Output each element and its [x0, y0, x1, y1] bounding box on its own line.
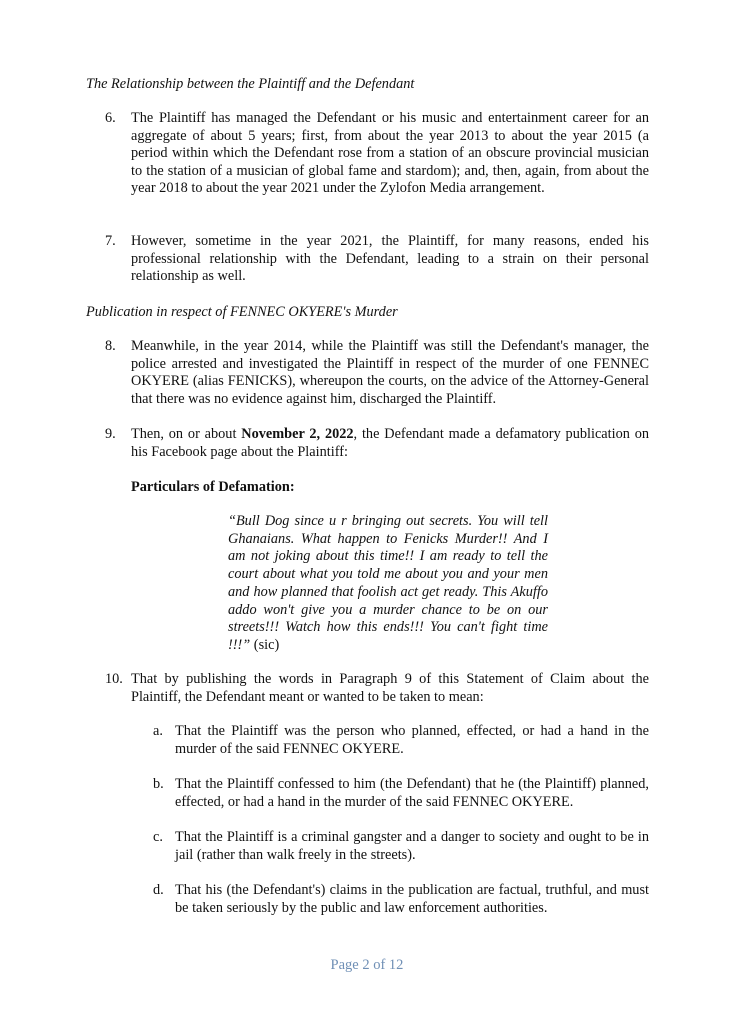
quote-text: “Bull Dog since u r bringing out secrets. You will tell Ghanaians. What happen to Fenicks Murder!! And I am not joking about this time!! I am ready to tell the court about what you told me about you and your men and how planned that foolish act get ready. This Akuffo addo won't give you a murder chance to be on our streets!!! Watch how this ends!!! You can't fight time !!!”: [228, 513, 548, 653]
sub-item-c: [153, 829, 649, 864]
paragraph-text-start: Then, on or about: [131, 426, 242, 442]
paragraph-6: [105, 110, 649, 198]
sub-item-text: That his (the Defendant's) claims in the publication are factual, truthful, and must be taken seriously by the public and law enforcement authorities.: [175, 882, 649, 916]
sub-item-text: That the Plaintiff confessed to him (the Defendant) that he (the Plaintiff) planned, effected, or had a hand in the murder of the said FENNEC OKYERE.: [175, 776, 649, 810]
sub-item-label: a.: [153, 723, 163, 739]
particulars-heading: Particulars of Defamation:: [131, 479, 295, 495]
sub-item-label: b.: [153, 776, 164, 792]
defamatory-quote: [228, 513, 548, 655]
paragraph-text: The Plaintiff has managed the Defendant or his music and entertainment career for an aggregate of about 5 years; first, from about the year 2013 to about the year 2015 (a period within which the Defendant rose from a station of an obscure provincial musician to the station of a musician of global fame and stardom); and, then, again, from about the year 2018 to about the year 2021 under the Zylofon Media arrangement.: [131, 110, 649, 197]
sub-item-d: [153, 882, 649, 917]
paragraph-text: However, sometime in the year 2021, the Plaintiff, for many reasons, ended his professional relationship with the Defendant, leading to a strain on their personal relationship as well.: [131, 233, 649, 285]
paragraph-number: 9.: [105, 426, 116, 442]
sub-item-b: [153, 776, 649, 811]
section-heading-publication: Publication in respect of FENNEC OKYERE's Murder: [86, 304, 398, 320]
sic-marker: (sic): [250, 636, 280, 653]
section-heading-relationship: The Relationship between the Plaintiff and the Defendant: [86, 76, 415, 92]
paragraph-text: That by publishing the words in Paragraph 9 of this Statement of Claim about the Plaintiff, the Defendant meant or wanted to be taken to mean:: [131, 671, 649, 705]
paragraph-number: 8.: [105, 338, 116, 354]
paragraph-text: [131, 426, 649, 461]
paragraph-number: 6.: [105, 110, 116, 126]
sub-item-label: d.: [153, 882, 164, 898]
paragraph-8: [105, 338, 649, 408]
paragraph-text-end: , the Defendant made a defamatory publication on his Facebook page about the Plaintiff:: [131, 426, 650, 460]
sub-item-text: That the Plaintiff was the person who planned, effected, or had a hand in the murder of the said FENNEC OKYERE.: [175, 723, 649, 757]
paragraph-10: [105, 671, 649, 706]
sub-item-text: That the Plaintiff is a criminal gangster and a danger to society and ought to be in jail (rather than walk freely in the streets).: [175, 829, 649, 863]
paragraph-number: 7.: [105, 233, 116, 249]
paragraph-9: [105, 426, 649, 461]
sub-item-a: [153, 723, 649, 758]
sub-item-label: c.: [153, 829, 163, 845]
paragraph-number: 10.: [105, 671, 123, 687]
paragraph-text: Meanwhile, in the year 2014, while the Plaintiff was still the Defendant's manager, the police arrested and investigated the Plaintiff in respect of the murder of one FENNEC OKYERE (alias FENICKS), whereupon the courts, on the advice of the Attorney-General that there was no evidence against him, discharged the Plaintiff.: [131, 338, 649, 407]
paragraph-7: [105, 233, 649, 286]
page-number-footer: Page 2 of 12: [330, 957, 404, 973]
publication-date: November 2, 2022: [241, 426, 354, 442]
